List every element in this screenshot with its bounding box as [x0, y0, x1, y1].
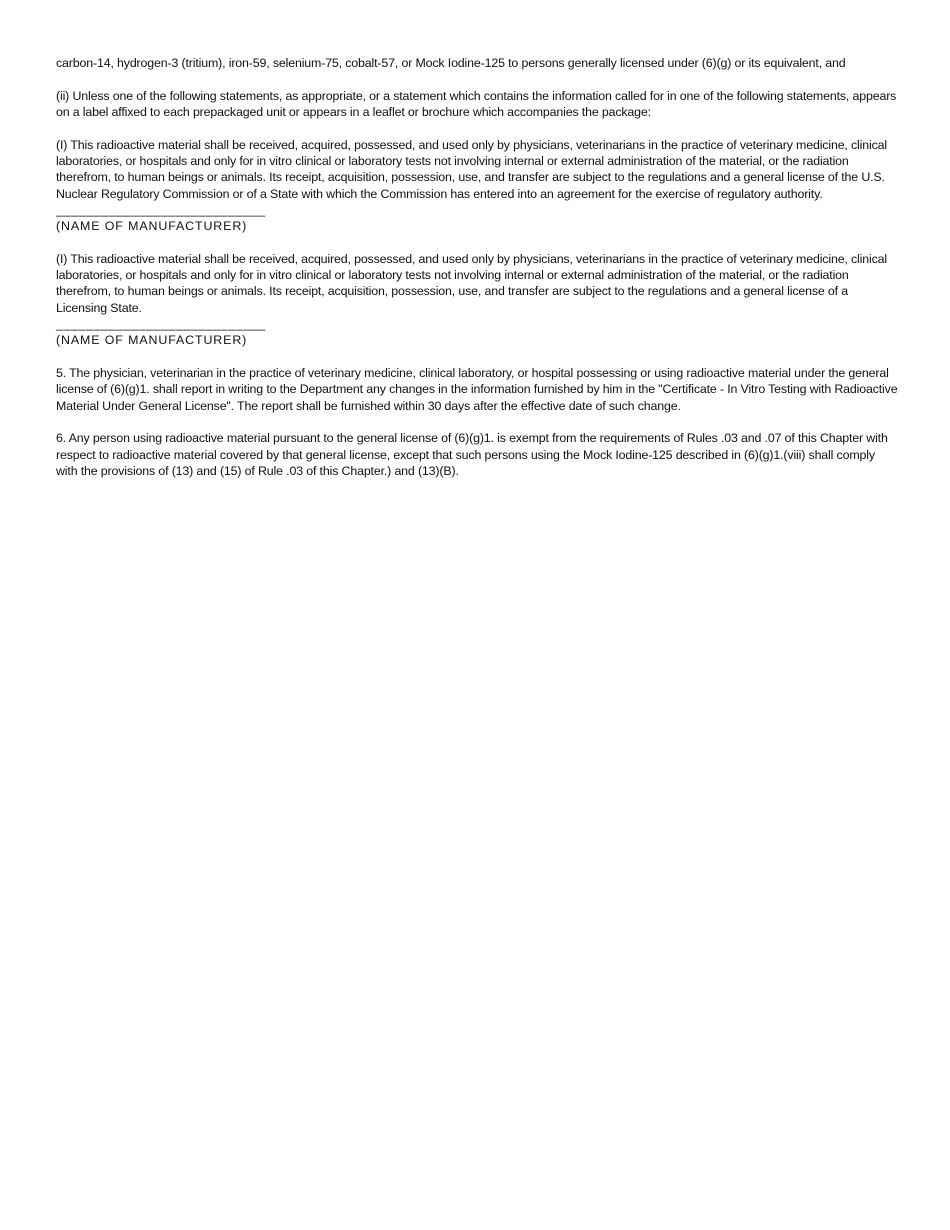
paragraph-section-6: 6. Any person using radioactive material pursuant to the general license of (6)(g)1. is exempt from the requirements of Rules .03 and .07 of this Chapter with respect to radioactive material covered by that general license, except that such persons using the Mock Iodine-125 described in (6)(g)1.(viii) shall comply with the provisions of (13) and (15) of Rule .03 of this Chapter.) and (13)(B). — [56, 431, 888, 478]
paragraph-continuation: carbon-14, hydrogen-3 (tritium), iron-59, selenium-75, cobalt-57, or Mock Iodine-125 to persons generally licensed under (6)(g) or its equivalent, and — [56, 56, 846, 70]
paragraph-section-5: 5. The physician, veterinarian in the practice of veterinary medicine, clinical laboratory, or hospital possessing or using radioactive material under the general license of (6)(g)1. shall report in writing to the Department any changes in the information furnished by him in the "Certificate - In Vitro Testing with Radioactive Material Under General License". The report shall be furnished within 30 days after the effective date of such change. — [56, 366, 898, 413]
signature-line: ____________________________ — [56, 317, 266, 332]
manufacturer-name-label: (NAME OF MANUFACTURER) — [56, 219, 248, 234]
manufacturer-name-label: (NAME OF MANUFACTURER) — [56, 333, 248, 348]
signature-line: ____________________________ — [56, 202, 266, 217]
document-page — [56, 55, 898, 496]
paragraph-label-requirement: (ii) Unless one of the following statements, as appropriate, or a statement which contains the information called for in one of the following statements, appears on a label affixed to each prepackaged unit or appears in a leaflet or brochure which accompanies the package: — [56, 88, 897, 119]
paragraph-statement-licensing-state: (I) This radioactive material shall be received, acquired, possessed, and used only by physicians, veterinarians in the practice of veterinary medicine, clinical laboratories, or hospitals and only for in vitro clinical or laboratory tests not involving internal or external administration of the material, or the radiation therefrom, to human beings or animals. Its receipt, acquisition, possession, use, and transfer are subject to the regulations and a general license of a Licensing State. — [56, 251, 887, 315]
paragraph-statement-nrc: (I) This radioactive material shall be received, acquired, possessed, and used only by physicians, veterinarians in the practice of veterinary medicine, clinical laboratories, or hospitals and only for in vitro clinical or laboratory tests not involving internal or external administration of the material, or the radiation therefrom, to human beings or animals. Its receipt, acquisition, possession, use, and transfer are subject to the regulations and a general license of the U.S. Nuclear Regulatory Commission or of a State with which the Commission has entered into an agreement for the exercise of regulatory authority. — [56, 137, 887, 201]
